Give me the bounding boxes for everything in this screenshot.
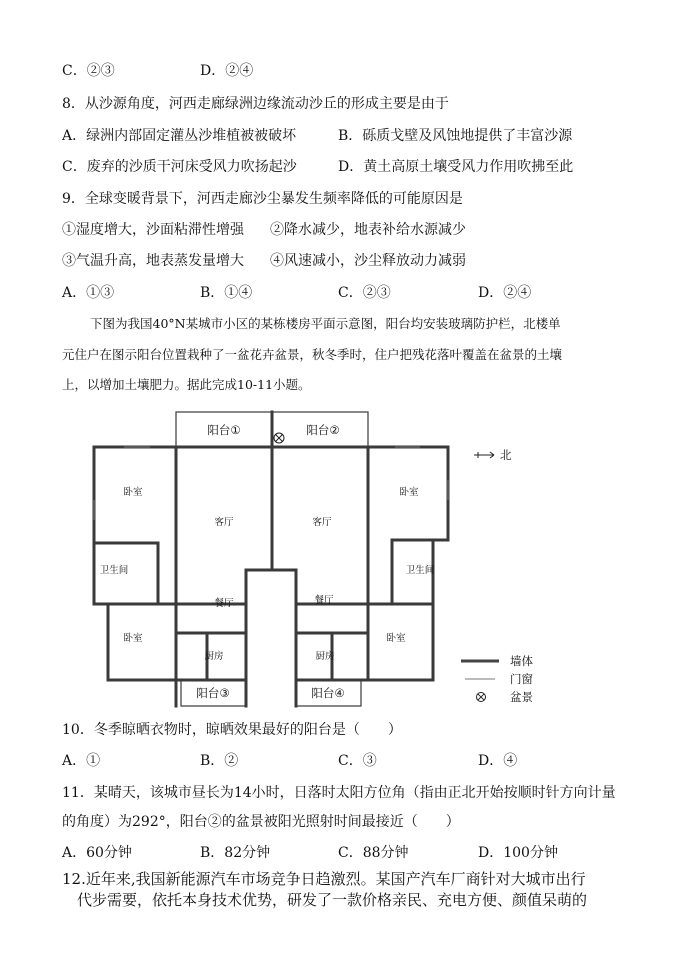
- legend-symbols: [461, 661, 499, 702]
- passage-line-2: 元住户在图示阳台位置栽种了一盆花卉盆景，秋冬季时，住户把残花落叶覆盖在盆景的土壤: [62, 347, 563, 362]
- living-room-label: 客厅: [312, 517, 332, 528]
- q10-option-d: D．④: [478, 753, 518, 769]
- legend-pot-icon: [477, 693, 486, 702]
- q11-option-d: D．100分钟: [478, 845, 558, 861]
- balcony-2-label: 阳台②: [306, 423, 340, 437]
- bathroom-label: 卫生间: [405, 565, 435, 576]
- q11-stem-line-2: 的角度）为292°，阳台②的盆景被阳光照射时间最接近（ ）: [62, 814, 460, 830]
- q12-stem-line-1: 12.近年来,我国新能源汽车市场竞争日趋激烈。某国产汽车厂商针对大城市出行: [62, 870, 586, 888]
- bedroom-label: 卧室: [123, 633, 143, 644]
- q10-option-c: C．③: [338, 753, 377, 769]
- q8-option-c: C．废弃的沙质干河床受风力吹扬起沙: [62, 159, 297, 175]
- q9-option-a: A．①③: [62, 285, 115, 301]
- q8-stem: 8．从沙源角度，河西走廊绿洲边缘流动沙丘的形成主要是由于: [62, 96, 449, 112]
- q9-option-d: D．②④: [478, 285, 532, 301]
- bedroom-label: 卧室: [123, 487, 143, 498]
- dining-room-label: 餐厅: [314, 595, 334, 606]
- q8-option-b: B．砾质戈壁及风蚀地提供了丰富沙源: [338, 128, 573, 144]
- legend-window-label: 门窗: [510, 672, 533, 686]
- north-arrow-icon: [474, 452, 494, 458]
- q9-statement-4: ④风速减小，沙尘释放动力减弱: [270, 253, 466, 269]
- q10-stem: 10．冬季晾晒衣物时，晾晒效果最好的阳台是（ ）: [62, 722, 402, 738]
- q10-option-a: A．①: [62, 753, 101, 769]
- q10-option-b: B．②: [200, 753, 239, 769]
- q7-option-c: C．②③: [62, 63, 115, 79]
- legend-wall-label: 墙体: [510, 654, 533, 668]
- q11-option-a: A．60分钟: [62, 845, 132, 861]
- q9-statement-3: ③气温升高，地表蒸发量增大: [62, 253, 244, 269]
- kitchen-label: 厨房: [204, 651, 224, 662]
- bathroom-label: 卫生间: [99, 565, 129, 576]
- q11-option-b: B．82分钟: [200, 845, 271, 861]
- pot-plant-icon: [274, 433, 284, 443]
- balcony-3-label: 阳台③: [196, 686, 230, 700]
- q9-statement-1: ①湿度增大，沙面粘滞性增强: [62, 222, 244, 238]
- balcony-4-label: 阳台④: [311, 686, 345, 700]
- q9-statement-2: ②降水减少，地表补给水源减少: [270, 222, 466, 238]
- q9-stem: 9．全球变暖背景下，河西走廊沙尘暴发生频率降低的可能原因是: [62, 191, 463, 207]
- q12-stem-line-2: 代步需要，依托本身技术优势，研发了一款价格亲民、充电方便、颜值呆萌的: [77, 891, 588, 909]
- balcony-1-label: 阳台①: [207, 423, 241, 437]
- passage-line-3: 上，以增加土壤肥力。据此完成10-11小题。: [62, 377, 311, 392]
- q9-option-b: B．①④: [200, 285, 253, 301]
- legend-pot-label: 盆景: [510, 690, 533, 704]
- passage-line-1: 下图为我国40°N某城市小区的某栋楼房平面示意图，阳台均安装玻璃防护栏，北楼单: [90, 316, 561, 331]
- dining-room-label: 餐厅: [214, 598, 234, 609]
- kitchen-label: 厨房: [315, 651, 335, 662]
- q11-option-c: C．88分钟: [338, 845, 409, 861]
- q8-option-a: A．绿洲内部固定灌丛沙堆植被被破坏: [62, 128, 297, 144]
- q11-stem-line-1: 11．某晴天，该城市昼长为14小时，日落时太阳方位角（指由正北开始按顺时针方向计量: [62, 785, 616, 801]
- walls: [94, 412, 448, 706]
- bedroom-label: 卧室: [399, 487, 419, 498]
- q9-option-c: C．②③: [338, 285, 391, 301]
- q8-option-d: D．黄土高原土壤受风力作用吹拂至此: [338, 159, 574, 175]
- north-label: 北: [500, 448, 512, 462]
- living-room-label: 客厅: [214, 517, 234, 528]
- bedroom-label: 卧室: [386, 633, 406, 644]
- q7-option-d: D．②④: [200, 63, 254, 79]
